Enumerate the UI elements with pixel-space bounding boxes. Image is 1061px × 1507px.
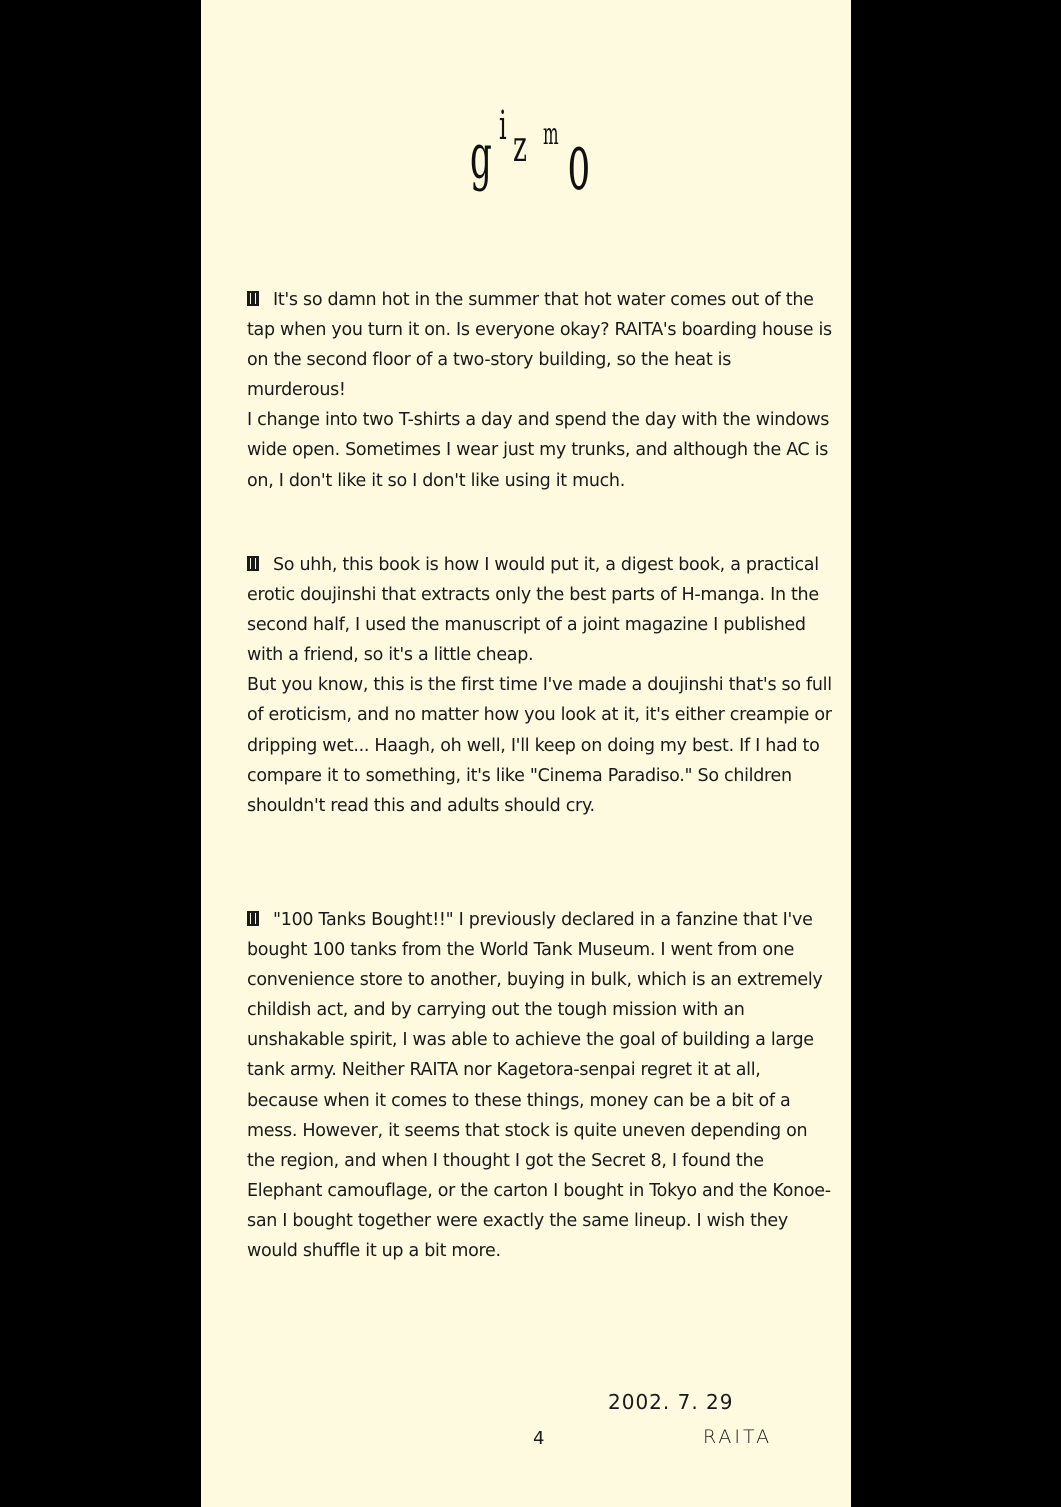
paragraph-2-line-2: But you know, this is the first time I've made a doujinshi that's so full of eroticism, and no matter how you look at it, it's either creampie or dripping wet... Haagh, oh well, I'll keep on doing my best. If I had to compare it to something, it's like "Cinema Paradiso." So children shouldn't read this and adults should cry. [247, 675, 832, 816]
paragraph-3 [247, 905, 832, 1266]
page-title [465, 95, 605, 208]
paragraph-2-line-1: So uhh, this book is how I would put it, a digest book, a practical erotic doujinshi that extracts only the best parts of H-manga. In the second half, I used the manuscript of a joint magazine I published with a friend, so it's a little cheap. [247, 555, 819, 666]
title-letter-z: z [513, 121, 527, 172]
paragraph-1-line-1: It's so damn hot in the summer that hot water comes out of the tap when you turn it on. Is everyone okay? RAITA's boarding house is on the second floor of a two-story building, so the heat is murderous! [247, 290, 832, 401]
bullet-icon [247, 911, 259, 926]
bullet-icon [247, 556, 259, 571]
author-signature: RAITA [703, 1426, 773, 1448]
title-letter-g: g [470, 120, 492, 193]
page-number: 4 [533, 1428, 545, 1449]
paragraph-1 [247, 285, 832, 496]
date-stamp: 2002. 7. 29 [608, 1390, 734, 1414]
bullet-icon [247, 291, 259, 306]
paragraph-3-line-1: "100 Tanks Bought!!" I previously declared in a fanzine that I've bought 100 tanks from the World Tank Museum. I went from one convenience store to another, buying in bulk, which is an extremely childish act, and by carrying out the tough mission with an unshakable spirit, I was able to achieve the goal of building a large tank army. Neither RAITA nor Kagetora-senpai regret it at all, because when it comes to these things, money can be a bit of a mess. However, it seems that stock is quite uneven depending on the region, and when I thought I got the Secret 8, I found the Elephant camouflage, or the carton I bought in Tokyo and the Konoe-san I bought together were exactly the same lineup. I wish they would shuffle it up a bit more. [247, 910, 831, 1262]
title-letter-m: m [543, 117, 559, 152]
paragraph-1-line-2: I change into two T-shirts a day and spend the day with the windows wide open. Sometimes I wear just my trunks, and although the AC is on, I don't like it so I don't like using it much. [247, 410, 830, 491]
paragraph-2 [247, 550, 832, 821]
title-letter-o: o [568, 115, 590, 208]
title-letter-i: i [499, 103, 507, 149]
